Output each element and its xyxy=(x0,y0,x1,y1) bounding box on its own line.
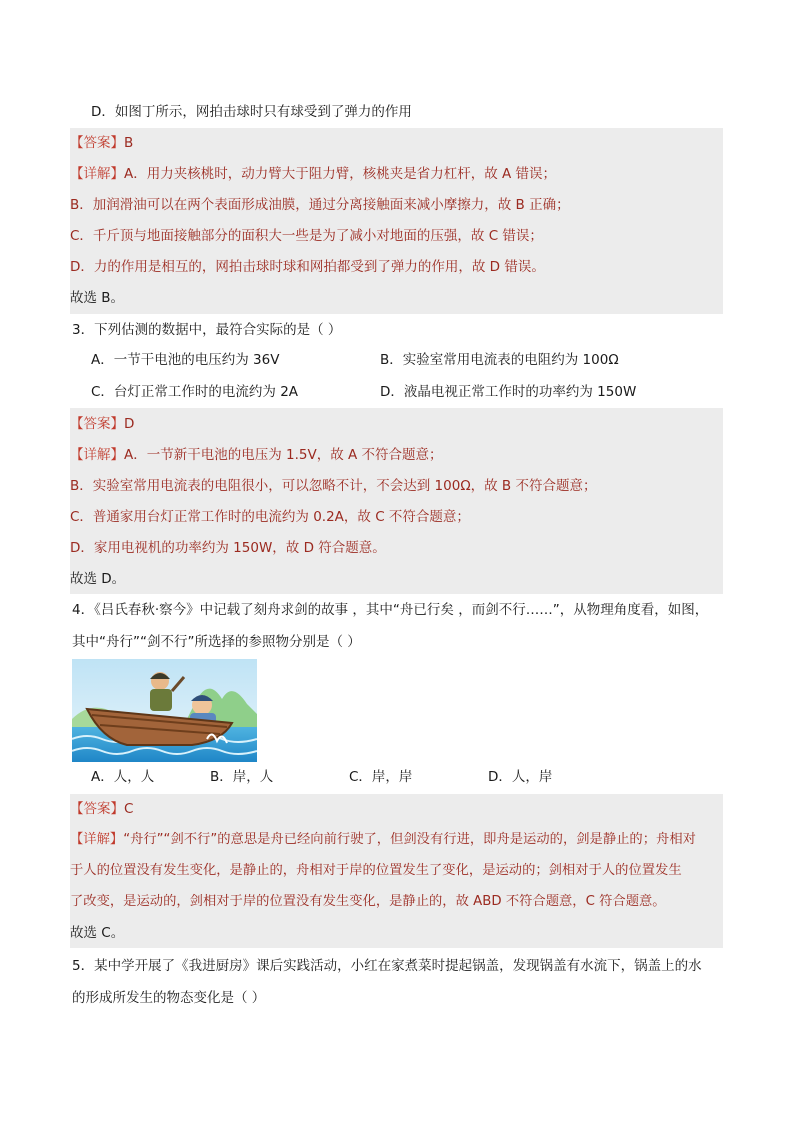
detail-tag: 【详解】 xyxy=(70,832,124,847)
q4-detail-line-2: 于人的位置没有发生变化，是静止的，舟相对于岸的位置发生了变化，是运动的；剑相对于人的位置发生 xyxy=(70,863,682,878)
q3-option-d: D．液晶电视正常工作时的功率约为 150W xyxy=(380,384,637,400)
answer-tag: 【答案】 xyxy=(70,801,124,817)
q4-option-b: B．岸，人 xyxy=(210,769,274,785)
detail-text: A．一节新干电池的电压为 1.5V，故 A 不符合题意； xyxy=(124,447,443,463)
q2-detail-line-2: B．加润滑油可以在两个表面形成油膜，通过分离接触面来减小摩擦力，故 B 正确； xyxy=(70,197,570,213)
q3-option-c: C．台灯正常工作时的电流约为 2A xyxy=(91,384,299,400)
q4-detail-line-3: 了改变，是运动的，剑相对于岸的位置没有发生变化，是静止的，故 ABD 不符合题意，C 符合题意。 xyxy=(70,894,666,909)
q3-detail-line-3: C．普通家用台灯正常工作时的电流约为 0.2A，故 C 不符合题意； xyxy=(70,509,470,525)
q3-answer-block xyxy=(70,408,723,594)
q3-conclusion: 故选 D。 xyxy=(70,571,126,587)
q4-answer-line xyxy=(70,799,133,819)
detail-text: A．用力夹核桃时，动力臂大于阻力臂，核桃夹是省力杠杆，故 A 错误； xyxy=(124,166,557,182)
q3-stem: 3．下列估测的数据中，最符合实际的是（ ） xyxy=(72,322,342,338)
q2-answer-line xyxy=(70,133,133,153)
q3-detail-line-4: D．家用电视机的功率约为 150W，故 D 符合题意。 xyxy=(70,540,386,556)
q5-stem-line-1: 5．某中学开展了《我进厨房》课后实践活动，小红在家煮菜时提起锅盖，发现锅盖有水流下，锅盖上的水 xyxy=(72,958,702,974)
answer-tag: 【答案】 xyxy=(70,135,124,151)
q4-option-d: D．人，岸 xyxy=(488,769,553,785)
q4-detail-line-1 xyxy=(70,830,696,850)
q3-answer-line xyxy=(70,414,134,434)
q2-answer-block xyxy=(70,128,723,314)
q2-option-d: D．如图丁所示，网拍击球时只有球受到了弹力的作用 xyxy=(91,104,412,120)
q2-detail-line-3: C．千斤顶与地面接触部分的面积大一些是为了减小对地面的压强，故 C 错误； xyxy=(70,228,543,244)
q4-option-c: C．岸，岸 xyxy=(349,769,413,785)
detail-text: “舟行”“剑不行”的意思是舟已经向前行驶了，但剑没有行进，即舟是运动的，剑是静止的；舟相对 xyxy=(123,832,696,847)
q4-answer-block xyxy=(70,794,723,948)
detail-tag: 【详解】 xyxy=(70,447,124,463)
q4-option-a: A．人，人 xyxy=(91,769,155,785)
q4-stem-line-1: 4．《吕氏春秋·察今》中记载了刻舟求剑的故事 ，其中“舟已行矣 ，而剑不行……”，从物理角度看，如图， xyxy=(72,602,709,618)
answer-value: C xyxy=(124,801,134,817)
q2-detail-line-1 xyxy=(70,164,556,184)
boat-illustration xyxy=(72,659,257,762)
detail-tag: 【详解】 xyxy=(70,166,124,182)
q2-conclusion: 故选 B。 xyxy=(70,290,125,306)
q3-detail-line-2: B．实验室常用电流表的电阻很小，可以忽略不计，不会达到 100Ω，故 B 不符合题意； xyxy=(70,478,597,494)
boat-scene-svg xyxy=(72,659,257,762)
q4-stem-line-2: 其中“舟行”“剑不行”所选择的参照物分别是（ ） xyxy=(72,634,361,650)
answer-tag: 【答案】 xyxy=(70,416,124,432)
q3-detail-line-1 xyxy=(70,445,443,465)
q5-stem-line-2: 的形成所发生的物态变化是（ ） xyxy=(72,990,266,1006)
q2-detail-line-4: D．力的作用是相互的，网拍击球时球和网拍都受到了弹力的作用，故 D 错误。 xyxy=(70,259,545,275)
q3-option-b: B．实验室常用电流表的电阻约为 100Ω xyxy=(380,352,619,368)
answer-value: B xyxy=(124,135,134,151)
answer-value: D xyxy=(124,416,135,432)
q4-conclusion: 故选 C。 xyxy=(70,925,125,941)
q3-option-a: A．一节干电池的电压约为 36V xyxy=(91,352,280,368)
